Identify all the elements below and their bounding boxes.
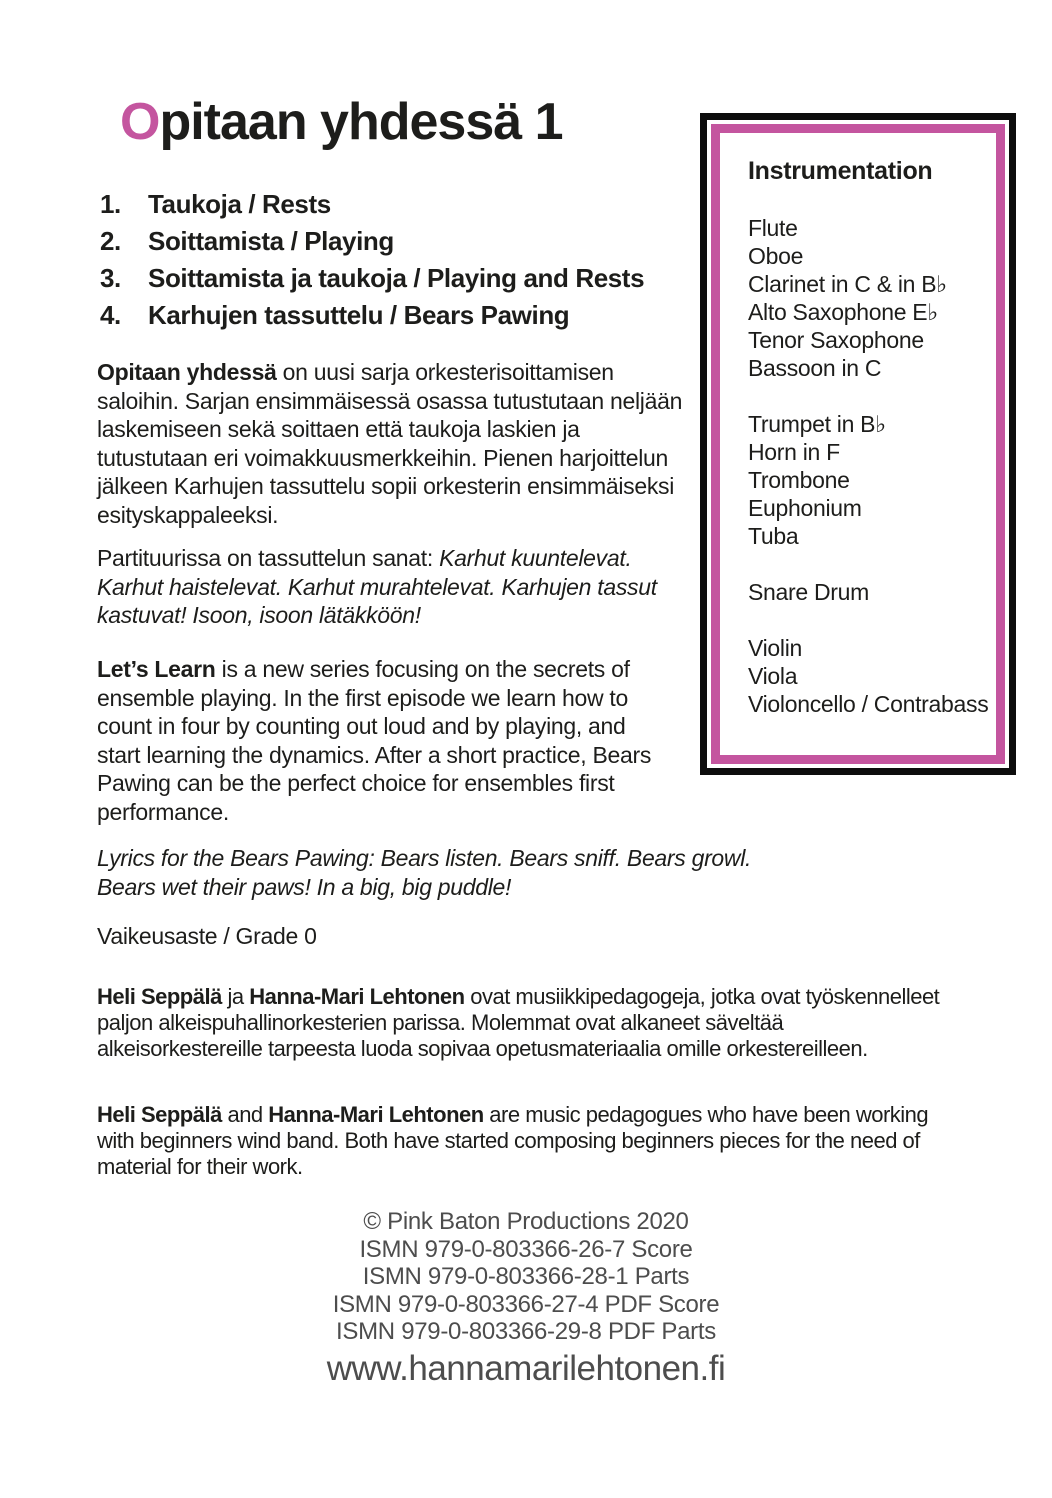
- track-list: [100, 186, 644, 334]
- grade-line: Vaikeusaste / Grade 0: [97, 923, 317, 949]
- instrument: Trumpet in B♭: [748, 411, 886, 437]
- copyright-line: © Pink Baton Productions 2020: [363, 1208, 689, 1235]
- bio-fi-conjunction: ja: [221, 984, 250, 1009]
- finnish-lyrics-lead: Partituurissa on tassuttelun sanat:: [97, 545, 440, 571]
- series-name-finnish: Opitaan yhdessä: [97, 359, 277, 385]
- track-label: Soittamista / Playing: [148, 226, 394, 256]
- ismn-score: ISMN 979-0-803366-26-7 Score: [359, 1235, 693, 1263]
- paragraph-english-lyrics: Lyrics for the Bears Pawing: Bears listen. Bears sniff. Bears growl. Bears wet their paws! In a big, big puddle!: [97, 845, 752, 900]
- paragraph-finnish-intro: [97, 358, 689, 529]
- instrument: Euphonium: [748, 495, 862, 521]
- instrumentation-box-inner: [711, 124, 1005, 764]
- instrument: Flute: [748, 215, 798, 241]
- instrument-group-brass: [748, 410, 992, 550]
- track-label: Karhujen tassuttelu / Bears Pawing: [148, 300, 570, 330]
- track-item: [100, 223, 644, 260]
- track-number: 2.: [100, 226, 121, 256]
- page-title: [120, 92, 563, 152]
- instrument: Horn in F: [748, 439, 840, 465]
- author-name-2: Hanna-Mari Lehtonen: [249, 984, 465, 1009]
- bio-fi-text: ovat musiikkipedagogeja, jotka ovat työskennelleet paljon alkeispuhallinorkesterien parissa. Molemmat ovat alkaneet säveltää alkeisorkestereille tarpeesta luoda sopivaa opetusmateriaalia omille orkestereilleen.: [97, 984, 940, 1061]
- instrument-group-woodwinds: [748, 214, 992, 382]
- instrument: Viola: [748, 663, 798, 689]
- instrument: Alto Saxophone E♭: [748, 299, 938, 325]
- english-intro-text: is a new series focusing on the secrets of ensemble playing. In the first episode we learn how to count in four by counting out loud and by playing, and start learning the dynamics. After a short practice, Bears Pawing can be the perfect choice for ensembles first performance.: [97, 656, 652, 825]
- paragraph-bio-english: [97, 1102, 969, 1180]
- track-label: Taukoja / Rests: [148, 189, 331, 219]
- track-number: 1.: [100, 189, 121, 219]
- author-name-2: Hanna-Mari Lehtonen: [268, 1102, 484, 1127]
- instrument: Violin: [748, 635, 803, 661]
- bio-en-conjunction: and: [221, 1102, 269, 1127]
- paragraph-bio-finnish: [97, 984, 953, 1062]
- instrument: Tenor Saxophone: [748, 327, 924, 353]
- track-item: [100, 186, 644, 223]
- instrument: Trombone: [748, 467, 850, 493]
- track-number: 3.: [100, 263, 121, 293]
- instrument: Violoncello / Contrabass: [748, 691, 989, 717]
- finnish-intro-text: on uusi sarja orkesterisoittamisen saloihin. Sarjan ensimmäisessä osassa tutustutaan neljään laskemiseen sekä soittaen että taukoja laskien ja tutustutaan eri voimakkuusmerkkeihin. Pienen harjoittelun jälkeen Karhujen tassuttelu sopii orkesterin ensimmäiseksi esityskappaleeksi.: [97, 359, 683, 528]
- track-item: [100, 260, 644, 297]
- finnish-lyrics-italic: Karhut kuuntelevat. Karhut haistelevat. Karhut murahtelevat. Karhujen tassut kastuvat! Isoon, isoon lätäkköön!: [97, 545, 657, 628]
- instrument: Tuba: [748, 523, 799, 549]
- paragraph-english-intro: [97, 655, 667, 826]
- ismn-pdf-parts: ISMN 979-0-803366-29-8 PDF Parts: [336, 1318, 716, 1345]
- ismn-pdf-score: ISMN 979-0-803366-27-4 PDF Score: [332, 1290, 720, 1318]
- instrument: Snare Drum: [748, 579, 869, 605]
- instrumentation-box: [700, 113, 1016, 775]
- instrumentation-title: Instrumentation: [748, 157, 933, 185]
- track-number: 4.: [100, 300, 121, 330]
- track-label: Soittamista ja taukoja / Playing and Rests: [148, 263, 645, 293]
- instrument-group-strings: [748, 634, 992, 718]
- paragraph-finnish-lyrics: [97, 544, 689, 630]
- footer: [0, 1208, 1052, 1389]
- instrument: Clarinet in C & in B♭: [748, 271, 947, 297]
- author-name-1: Heli Seppälä: [97, 984, 222, 1009]
- instrument: Oboe: [748, 243, 804, 269]
- series-name-english: Let’s Learn: [97, 656, 216, 682]
- track-item: [100, 297, 644, 334]
- ismn-parts: ISMN 979-0-803366-28-1 Parts: [362, 1263, 690, 1290]
- instrument: Bassoon in C: [748, 355, 882, 381]
- instrument-group-percussion: [748, 578, 992, 606]
- title-rest: pitaan yhdessä 1: [159, 93, 563, 151]
- bio-en-text: are music pedagogues who have been working with beginners wind band. Both have started composing beginners pieces for the need of material for their work.: [97, 1102, 929, 1179]
- website-url: www.hannamarilehtonen.fi: [326, 1348, 726, 1388]
- author-name-1: Heli Seppälä: [97, 1102, 222, 1127]
- title-initial-letter: O: [120, 93, 160, 151]
